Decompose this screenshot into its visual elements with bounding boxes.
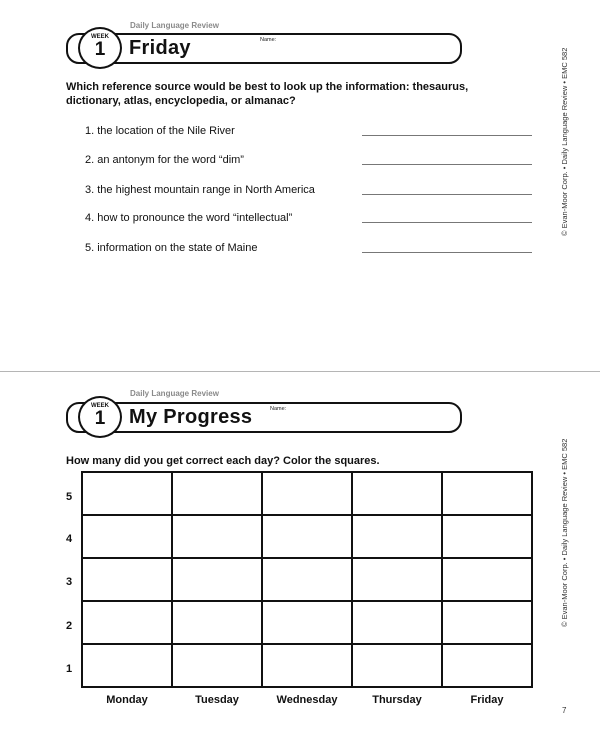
week-number: 1 (94, 39, 106, 60)
y-axis-label: 4 (66, 533, 73, 545)
grid-square[interactable] (83, 473, 173, 516)
y-axis-label: 1 (66, 663, 73, 675)
grid-square[interactable] (263, 645, 353, 688)
grid-square[interactable] (173, 516, 263, 559)
grid-square[interactable] (443, 645, 533, 688)
answer-line[interactable] (362, 135, 532, 136)
progress-title: My Progress (129, 406, 253, 428)
grid-square[interactable] (83, 602, 173, 645)
day-label: Wednesday (276, 694, 338, 706)
day-title: Friday (129, 37, 191, 59)
page-divider (0, 371, 600, 372)
answer-line[interactable] (362, 252, 532, 253)
day-labels (82, 694, 532, 706)
grid-square[interactable] (443, 516, 533, 559)
grid-square[interactable] (173, 473, 263, 516)
list-item: 1. the location of the Nile River (85, 125, 235, 137)
day-label: Friday (470, 694, 504, 706)
grid-square[interactable] (263, 473, 353, 516)
progress-instruction: How many did you get correct each day? Color the squares. (66, 455, 380, 467)
answer-line[interactable] (362, 222, 532, 223)
day-label: Thursday (372, 694, 422, 706)
list-item: 5. information on the state of Maine (85, 242, 258, 254)
grid-square[interactable] (83, 516, 173, 559)
grid-square[interactable] (353, 516, 443, 559)
grid-square[interactable] (173, 645, 263, 688)
copyright-side-text: © Evan-Moor Corp. • Daily Language Review • EMC 582 (560, 47, 569, 236)
progress-grid (81, 471, 533, 688)
grid-square[interactable] (353, 645, 443, 688)
grid-row-2 (83, 602, 533, 645)
grid-square[interactable] (443, 602, 533, 645)
week-badge (78, 27, 122, 69)
week-number: 1 (94, 408, 106, 429)
grid-row-3 (83, 559, 533, 602)
grid-square[interactable] (263, 602, 353, 645)
grid-square[interactable] (353, 559, 443, 602)
grid-square[interactable] (353, 473, 443, 516)
y-axis-label: 3 (66, 576, 73, 588)
series-title: Daily Language Review (130, 389, 219, 398)
grid-square[interactable] (443, 559, 533, 602)
answer-line[interactable] (362, 194, 532, 195)
day-label: Monday (106, 694, 148, 706)
grid-square[interactable] (83, 559, 173, 602)
name-label: Name: (260, 37, 277, 43)
name-label: Name: (270, 406, 287, 412)
grid-row-4 (83, 516, 533, 559)
grid-square[interactable] (263, 516, 353, 559)
week-badge (78, 396, 122, 438)
week-label: WEEK (91, 34, 109, 40)
grid-row-5 (83, 473, 533, 516)
question-prompt: Which reference source would be best to look up the information: thesaurus, dictionary, atlas, encyclopedia, or almanac? (66, 81, 469, 107)
list-item: 3. the highest mountain range in North America (85, 184, 315, 196)
y-axis-label: 2 (66, 620, 73, 632)
list-item: 4. how to pronounce the word “intellectual” (85, 212, 293, 224)
grid-square[interactable] (83, 645, 173, 688)
grid-square[interactable] (443, 473, 533, 516)
grid-square[interactable] (173, 602, 263, 645)
header-bar (66, 402, 462, 433)
day-label: Tuesday (195, 694, 239, 706)
answer-line[interactable] (362, 164, 532, 165)
series-title: Daily Language Review (130, 21, 219, 30)
grid-square[interactable] (263, 559, 353, 602)
page-number: 7 (562, 706, 567, 715)
grid-square[interactable] (353, 602, 443, 645)
y-axis-label: 5 (66, 491, 73, 503)
grid-row-1 (83, 645, 533, 688)
week-label: WEEK (91, 403, 109, 409)
copyright-side-text: © Evan-Moor Corp. • Daily Language Review • EMC 582 (560, 438, 569, 627)
grid-square[interactable] (173, 559, 263, 602)
list-item: 2. an antonym for the word “dim” (85, 154, 244, 166)
